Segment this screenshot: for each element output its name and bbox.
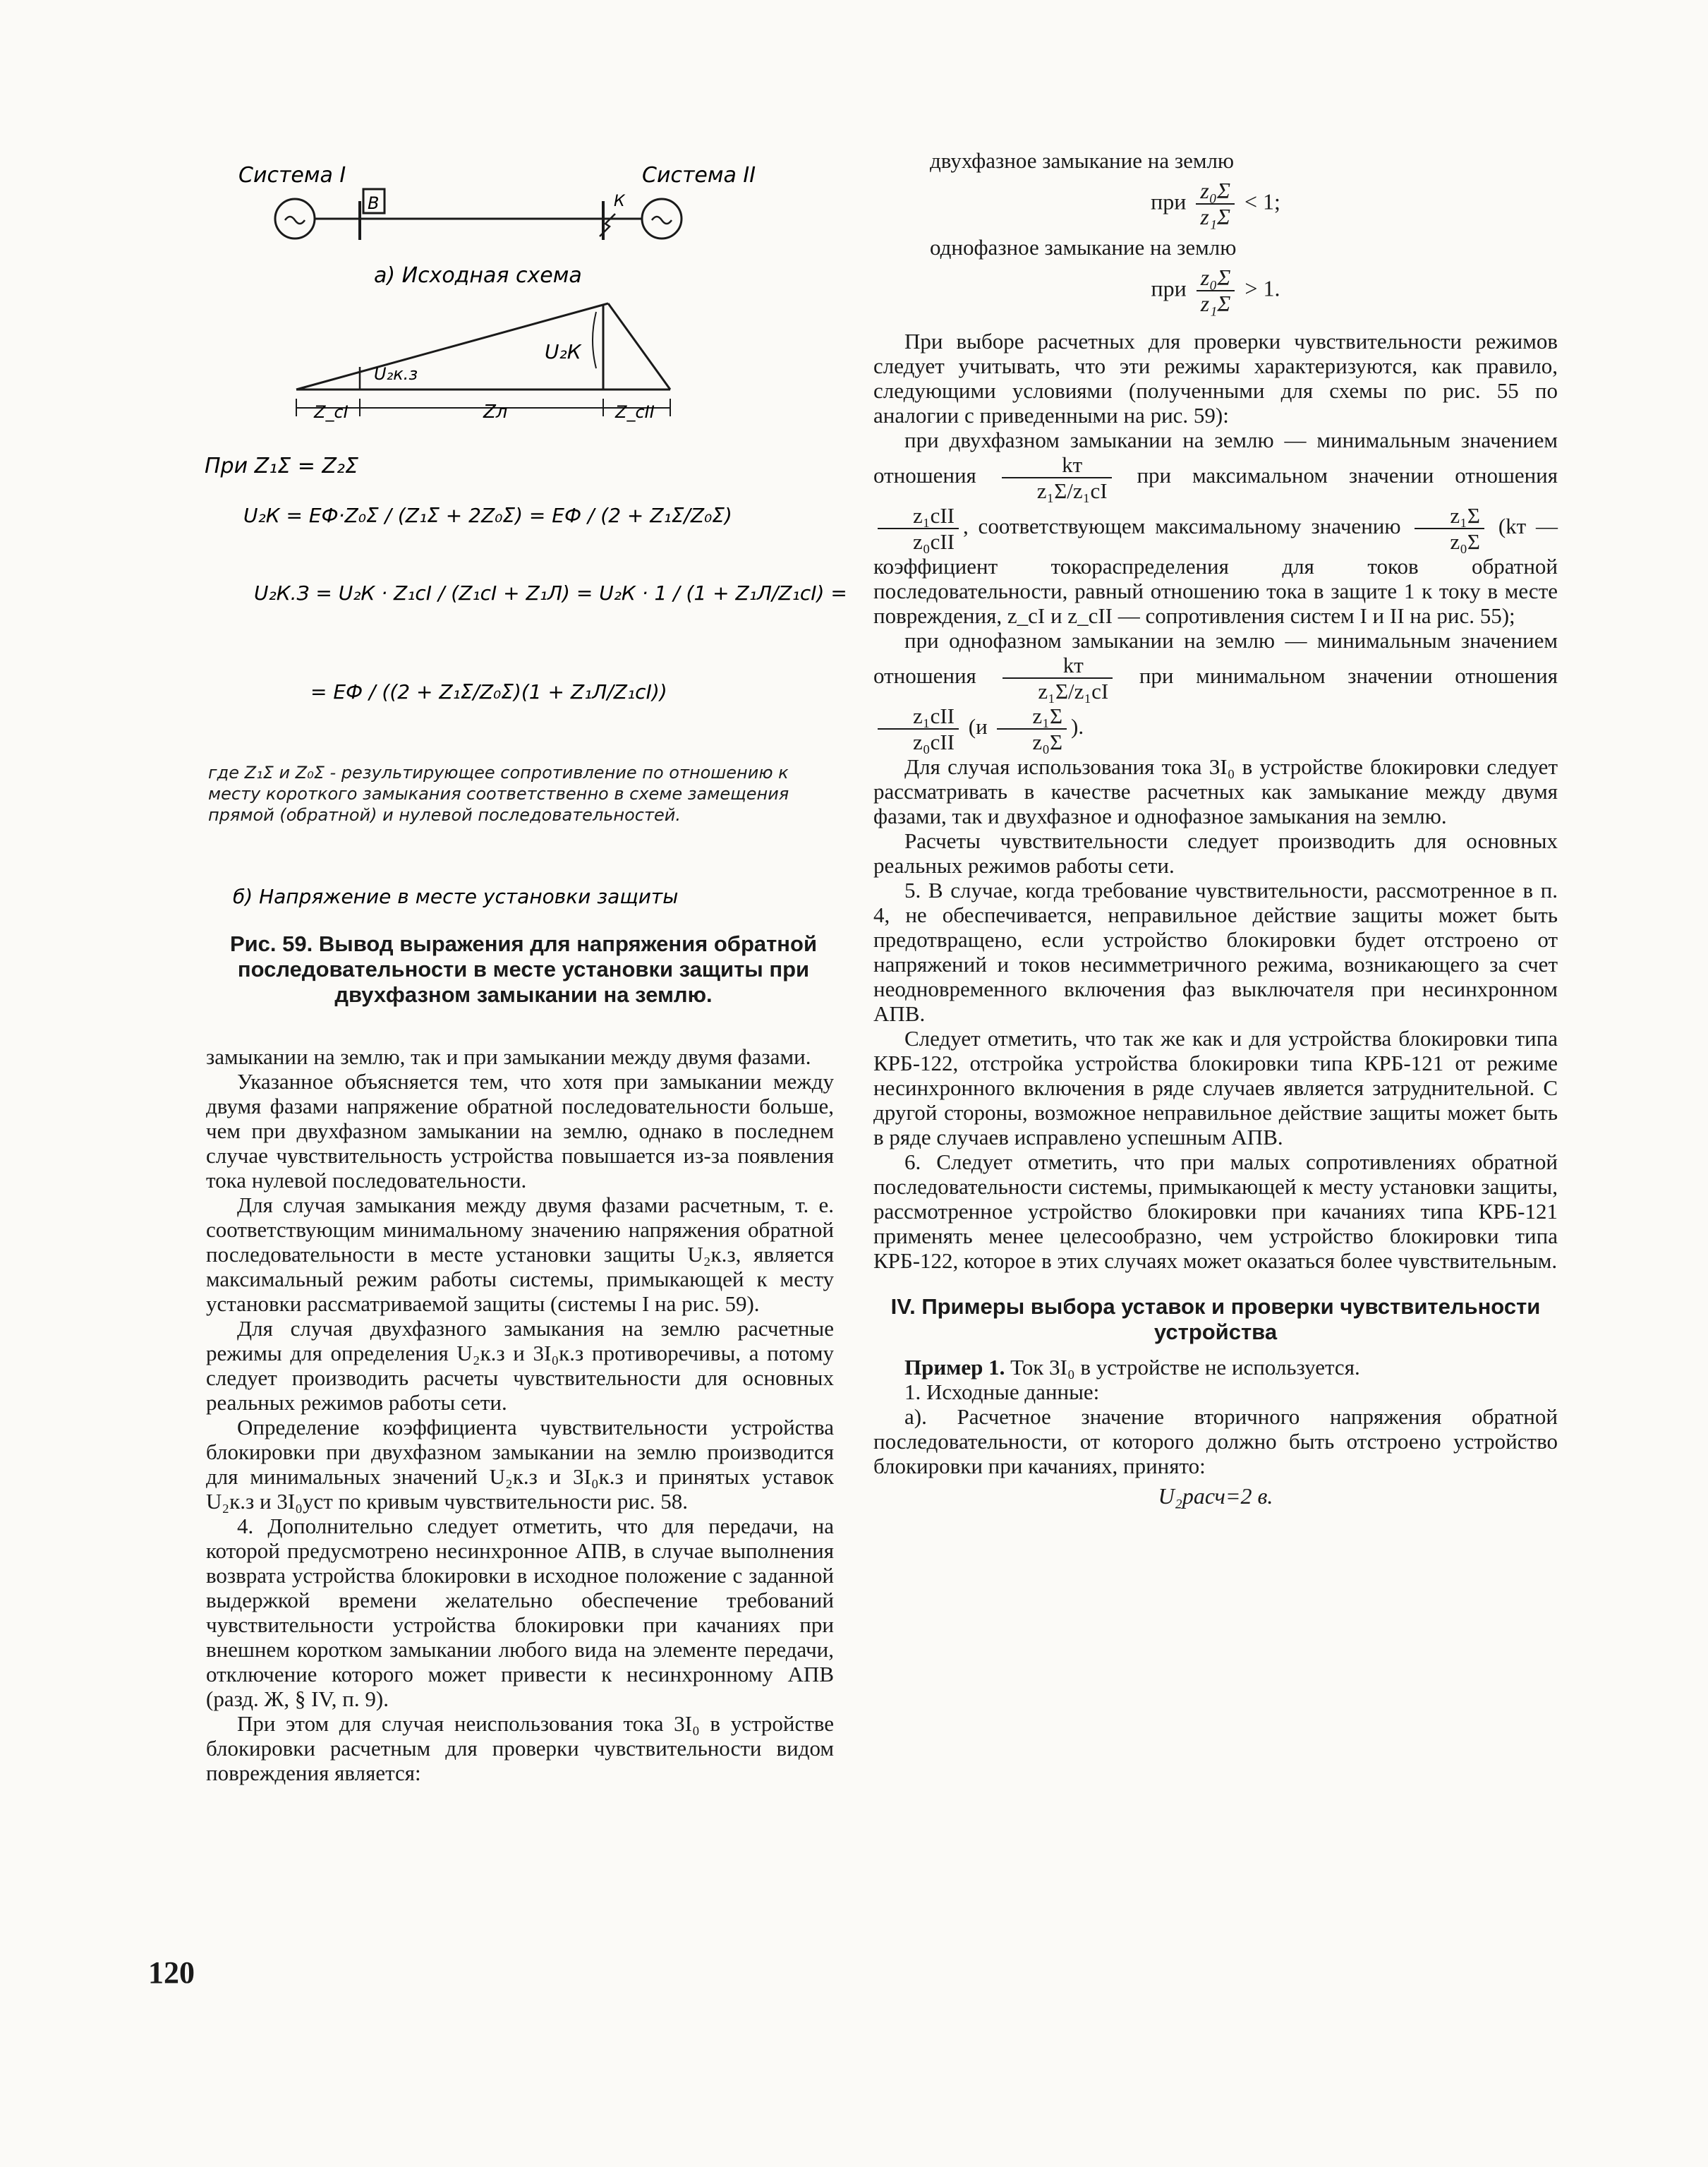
left-paragraph: Определение коэффициента чувствительности устройства блокировки при двухфазном замыкании на землю производится для минимальных значений U₂к.з и 3I₀к.з и принятых уставок U₂к.з и 3I₀уст по кривым чувствительности рис. 58. [206,1415,834,1514]
right-line-2: однофазное замыкание на землю [930,235,1237,260]
label-zc2: Z_cII [615,402,655,422]
right-paragraph: Следует отметить, что так же как и для устройства блокировки типа КРБ-122, отстройка устройства блокировки типа КРБ-121 от режиме несинхронного включения в ряде случаев является затруднительной. С другой стороны, возможное неправильное действие защиты может быть в ряде случаев исправлено успешным АПВ. [873,1026,1558,1149]
left-paragraph: При этом для случая неиспользования тока 3I₀ в устройстве блокировки расчетным для проверки чувствительности видом повреждения является: [206,1711,834,1785]
system1-label: Система I [238,163,346,188]
right-column [873,148,1558,1514]
point-k-label: К [614,193,625,210]
right-paragraph: Расчеты чувствительности следует производить для основных реальных режимов работы сети. [873,828,1558,878]
right-paragraph: при однофазном замыкании на землю — минимальным значением отношения $\frac{kт}{\text{z₁Σ/z₁cI}}$ при минимальном значении отношения $\frac{\text{z₁cII}}{\text{z₀cII}}$ (и $\frac{\text{z₁Σ}}{\text{z₀Σ}}$ ). [873,628,1558,754]
breaker-label: В [368,193,380,213]
left-paragraph: замыкании на землю, так и при замыкании между двумя фазами. [206,1044,811,1069]
left-paragraph: Указанное объясняется тем, что хотя при замыкании между двумя фазами напряжение обратной последовательности больше, чем при двухфазном замыкании на землю, однако в последнем случае чувствительность устройства повышается из-за появления тока нулевой последовательности. [206,1069,834,1193]
formula-3: = EФ / ((2 + Z₁Σ/Z₀Σ)(1 + Z₁Л/Z₁cI)) [310,680,667,704]
formula-condition: При Z₁Σ = Z₂Σ [205,454,358,478]
figure-note: где Z₁Σ и Z₀Σ - результирующее сопротивление по отношению к месту короткого замыкания соответственно в схеме замещения прямой (обратной) и нулевой последовательностей. [208,763,789,825]
label-zc1: Z_cI [314,402,349,422]
label-u2k: U₂К [545,340,581,363]
example-1-formula: U₂расч=2 в. [1158,1483,1273,1509]
right-line-1: двухфазное замыкание на землю [930,148,1235,173]
label-u2kz: U₂к.з [374,364,418,384]
right-paragraph: 5. В случае, когда требование чувствительности, рассмотренное в п. 4, не обеспечивается, неправильное действие защиты может быть предотвращено, если устройство блокировки будет отстроено от напряжений и токов несимметричного режима, возникающего за счет неодновременного включения фаз выключателя при несинхронном АПВ. [873,878,1558,1026]
figure-caption: Рис. 59. Вывод выражения для напряжения обратной последовательности в месте установки защиты при двухфазном замыкании на землю. [229,931,818,1007]
system2-label: Система II [642,163,756,188]
left-column [206,1044,834,1785]
formula-1: U₂К = EФ·Z₀Σ / (Z₁Σ + 2Z₀Σ) = EФ / (2 + Z₁Σ/Z₀Σ) [243,504,732,527]
section-title: IV. Примеры выбора уставок и проверки чувствительности устройства [890,1294,1541,1344]
left-paragraph: 4. Дополнительно следует отметить, что для передачи, на которой предусмотрено несинхронное АПВ, в случае выполнения возврата устройства блокировки в исходное положение с заданной выдержкой времени желательно обеспечение требований чувствительности устройства блокировки при качаниях при внешнем коротком замыкании любого вида на элементе передачи, отключение которого может привести к несинхронному АПВ (разд. Ж, § IV, п. 9). [206,1514,834,1711]
right-paragraph: При выборе расчетных для проверки чувствительности режимов следует учитывать, что эти режимы характеризуются, как правило, следующими условиями (полученными для схемы по рис. 55 по аналогии с приведенными на рис. 59): [873,329,1558,428]
formula-f1: при $\frac{\text{z₀Σ}}{\text{z₁Σ}}$ < 1; [1151,178,1280,229]
right-paragraph: при двухфазном замыкании на землю — минимальным значением отношения $\frac{kт}{\text{z₁Σ/z₁cI}}$ при максимальном значении отношения $\frac{\text{z₁cII}}{\text{z₀cII}}$ , соответствующем максимальному значению $\frac{\text{z₁Σ}}{\text{z₀Σ}}$ (kт — коэффициент токораспределения для токов обратной последовательности, равный отношению тока в защите 1 к току в месте повреждения, z_cI и z_cII — сопротивления систем I и II на рис. 55); [873,428,1558,628]
label-zl: Zл [483,402,508,423]
formula-f2: при $\frac{\text{z₀Σ}}{\text{z₁Σ}}$ > 1. [1151,265,1280,316]
formula-2: U₂К.З = U₂К · Z₁cI / (Z₁cI + Z₁Л) = U₂К · 1 / (1 + Z₁Л/Z₁cI) = [254,581,847,605]
example-1-heading: Пример 1. Ток 3I₀ в устройстве не используется. [904,1355,1360,1380]
right-paragraph: 6. Следует отметить, что при малых сопротивлениях обратной последовательности системы, примыкающей к месту установки защиты, рассмотренное устройство блокировки при качаниях типа КРБ-121 применять менее целесообразно, чем устройство блокировки типа КРБ-122, которое в этих случаях может оказаться более чувствительным. [873,1149,1558,1273]
subcaption-b: б) Напряжение в месте установки защиты [233,885,679,908]
left-paragraph: Для случая замыкания между двумя фазами расчетным, т. е. соответствующим минимальному значению напряжения обратной последовательности в месте установки защиты U₂к.з, является максимальный режим работы системы, примыкающей к месту установки рассматриваемой защиты (системы I на рис. 59). [206,1193,834,1316]
example-1-input-heading: 1. Исходные данные: [904,1380,1100,1404]
subcaption-a: а) Исходная схема [374,263,582,288]
right-paragraph: Для случая использования тока 3I₀ в устройстве блокировки следует рассматривать в качестве расчетных как замыкание между двумя фазами, так и двухфазное и однофазное замыкания на землю. [873,754,1558,828]
page-number: 120 [148,1955,195,1990]
left-paragraph: Для случая двухфазного замыкания на землю расчетные режимы для определения U₂к.з и 3I₀к.з противоречивы, а потому следует производить расчеты чувствительности для основных реальных режимов работы сети. [206,1316,834,1415]
example-1-item-a: а). Расчетное значение вторичного напряжения обратной последовательности, от которого должно быть отстроено устройство блокировки при качаниях, принято: [873,1404,1558,1478]
